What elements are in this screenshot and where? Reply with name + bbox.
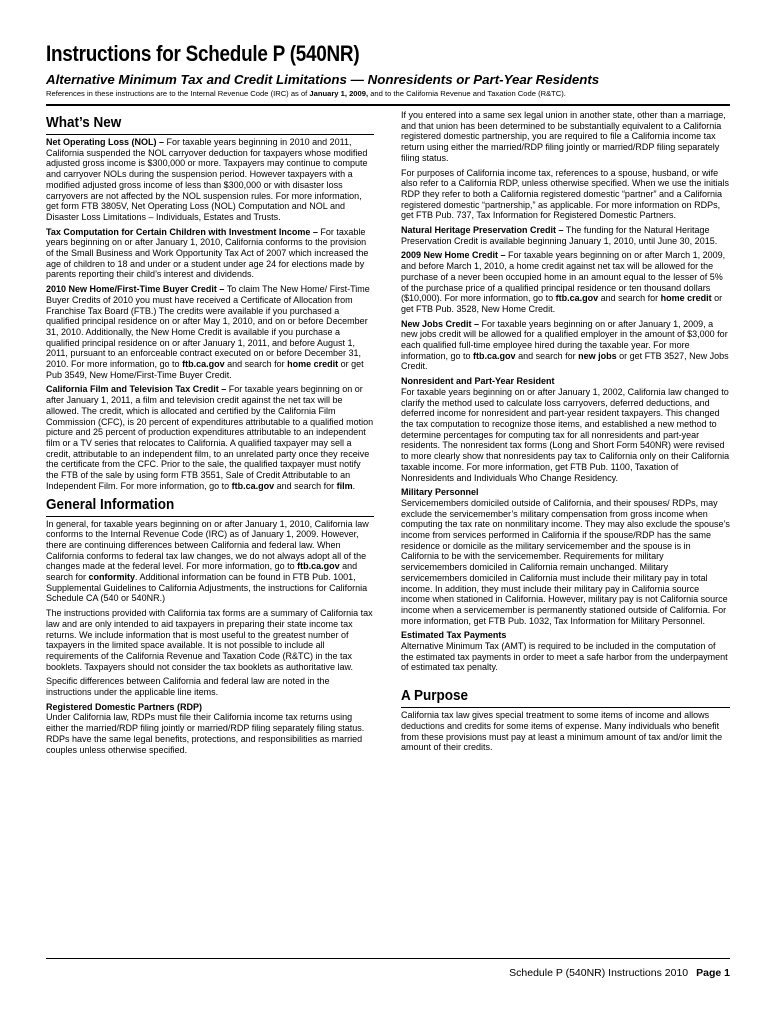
conformity-text-end: . Additional information can be found in FTB Pub. 1001, Supplemental Guidelines to California Adjustments, the instructions for California Schedule CA (540 or 540NR.) (46, 572, 368, 604)
film-credit-lead: California Film and Television Tax Credit – (46, 384, 227, 395)
children-tax-paragraph (46, 227, 374, 281)
search-keyword: new jobs (578, 350, 617, 361)
ftb-link[interactable]: ftb.ca.gov (555, 293, 599, 304)
rdp-paragraph: Under California law, RDPs must file their California income tax returns using either the married/RDP filing jointly or married/RDP filing separately filing status. RDPs have the same legal benefits, protections, and responsibilities as married couples unless otherwise specified. (46, 712, 365, 755)
home-buyer-lead: 2010 New Home/First-Time Buyer Credit – (46, 284, 225, 295)
header-rule (46, 104, 730, 106)
conformity-text-mid: and search for (46, 561, 358, 583)
heritage-credit-paragraph (401, 225, 730, 246)
purpose-heading: A Purpose (401, 687, 469, 705)
ftb-link[interactable]: ftb.ca.gov (473, 350, 516, 361)
new-jobs-credit-text-mid: and search for (515, 350, 579, 361)
new-home-credit-text-end: or get FTB Pub. 3528, New Home Credit. (401, 293, 723, 314)
new-jobs-credit-text-end: or get FTB 3527, New Jobs Credit. (401, 350, 729, 372)
document-title: Instructions for Schedule P (540NR) (46, 41, 360, 66)
new-home-credit-lead: 2009 New Home Credit – (401, 250, 506, 261)
film-credit-text-mid: and search for (274, 480, 337, 491)
home-buyer-text-end: or get Pub 3549, New Home/First-Time Buyer Credit. (46, 359, 364, 380)
search-keyword: home credit (660, 293, 712, 304)
nonresident-paragraph: For taxable years beginning on or after January 1, 2002, California law changed to clarify the method used to calculate loss carryovers, deferred deductions, and deferred income for nonresident and part-year resident taxpayers. This changed the tax computation to recognize those items, and established a new method to determine percentages for computing tax for all nonresidents and part-year residents. The nonresident tax forms (Long and Short Form 540NR) were revised to more clearly show that nonresidents pay tax to California only on their California taxable income. For more information, get FTB Pub. 1100, Taxation of Nonresidents and Individuals Who Change Residency. (401, 386, 730, 483)
military-paragraph: Servicemembers domiciled outside of California, and their spouses/ RDPs, may exclude the servicemember’s military compensation from gross income when computing the tax rate on nonmilitary income. They may also exclude the spouse’s income from services performed in California if the spouse/RDP has the same residence or domicile as the military servicemember and the spouse is in California to be with the servicemember. Requirements for military servicemembers domiciled in California remain unchanged. Military servicemembers domiciled in California must include their military pay in total income. In addition, they must include their military pay in California source income when stationed in California. However, military pay is not California source income when a servicemember is permanently stationed outside of California. For more information, get FTB Pub. 1032, Tax Information for Military Personnel. (401, 497, 730, 626)
nol-lead: Net Operating Loss (NOL) – (46, 137, 165, 147)
differences-paragraph: Specific differences between California and federal law are noted in the instructions under the applicable line items. (46, 676, 330, 698)
references-text: References in these instructions are to the Internal Revenue Code (IRC) as of (46, 89, 310, 98)
home-buyer-credit-paragraph (46, 284, 374, 380)
conformity-text: In general, for taxable years beginning on or after January 1, 2010, California law conforms to the Internal Revenue Code (IRC) as of January 1, 2009. However, there are continuing differences between California and federal law. When California conforms to federal tax law changes, we do not always adopt all of the changes made at the federal level. For more information, go to (46, 518, 369, 572)
search-keyword: film (336, 480, 353, 491)
section-rule (401, 707, 730, 708)
footer-form-name: Schedule P (540NR) Instructions 2010 (509, 967, 689, 979)
instructions-summary-paragraph: The instructions provided with California tax forms are a summary of California tax law and are only intended to aid taxpayers in preparing their state income tax returns. We include information that is most useful to the greatest number of taxpayers in the limited space available. It is not possible to include all requirements of the California Revenue and Taxation Code (R&TC) in the tax booklets. Taxpayers should not consider the tax booklets as authoritative law. (46, 608, 373, 672)
new-jobs-credit-text: For taxable years beginning on or after January 1, 2009, a new jobs credit will be allowed for a qualified employer in the amount of $3,000 for each qualified full-time employee hired during the taxable year. For more information, go to (401, 318, 728, 361)
general-information-heading: General Information (46, 495, 175, 513)
children-tax-text: For taxable years beginning on or after January 1, 2010, California conforms to the provision of the Small Business and Work Opportunity Tax Act of 2007 which increased the age of children to 18 and under or a student under age 24 for elections made by parents reporting their child’s interest and dividends. (46, 226, 369, 280)
new-jobs-credit-lead: New Jobs Credit – (401, 318, 480, 329)
references-date: January 1, 2009, (309, 89, 369, 98)
left-column (46, 110, 374, 759)
heritage-credit-text: The funding for the Natural Heritage Preservation Credit is available beginning January 1, 2010, until June 30, 2015. (401, 225, 718, 246)
references-note (46, 89, 730, 99)
document-subtitle: Alternative Minimum Tax and Credit Limitations — Nonresidents or Part-Year Residents (46, 72, 600, 87)
section-rule (46, 516, 374, 517)
same-sex-union-paragraph: If you entered into a same sex legal union in another state, other than a marriage, and that union has been determined to be substantially equivalent to a California registered domestic partnership, you are required to file a California income tax return using either the married/RDP filing jointly or married/RDP filing separately filing status. (401, 110, 726, 163)
footer-label (509, 967, 730, 979)
two-column-body (46, 110, 730, 759)
purpose-paragraph: California tax law gives special treatment to some items of income and allows deductions and credits for some items of expense. Many individuals who benefit from these provisions must pay at least a minimum amount of tax and/or limit the amount of their credits. (401, 710, 723, 753)
ftb-link[interactable]: ftb.ca.gov (231, 480, 275, 491)
film-credit-paragraph (46, 384, 374, 491)
children-tax-lead: Tax Computation for Certain Children with Investment Income – (46, 226, 318, 237)
page-footer (46, 958, 730, 979)
conformity-paragraph (46, 519, 374, 605)
nol-text: For taxable years beginning in 2010 and 2011, California suspended the NOL carryover deduction for taxpayers whose modified adjusted gross income is $300,000 or more. Taxpayers may continue to compute and carryover NOLs during the suspension period. However taxpayers with a modified adjusted gross income of less than $300,000 or with disaster loss carryovers are not affected by the NOL suspension rules. For more information, get form FTB 3805V, Net Operating Loss (NOL) Computation and NOL and Disaster Loss Limitations – Individuals, Estates and Trusts. (46, 137, 368, 222)
nonresident-subheading: Nonresident and Part-Year Resident (401, 376, 555, 387)
search-keyword: home credit (287, 359, 339, 370)
nol-paragraph (46, 137, 374, 223)
right-column (401, 110, 730, 759)
whats-new-heading: What’s New (46, 114, 122, 131)
references-text-end: and to the California Revenue and Taxation Code (R&TC). (368, 89, 566, 98)
heritage-credit-lead: Natural Heritage Preservation Credit – (401, 225, 564, 236)
new-home-credit-paragraph (401, 250, 730, 314)
rdp-subheading: Registered Domestic Partners (RDP) (46, 701, 203, 712)
ftb-link[interactable]: ftb.ca.gov (182, 359, 225, 370)
new-home-credit-text-mid: and search for (598, 293, 661, 304)
page-number: Page 1 (696, 967, 730, 979)
document-page (46, 42, 730, 759)
new-jobs-credit-paragraph (401, 319, 730, 373)
section-rule (46, 134, 374, 135)
estimated-tax-subheading: Estimated Tax Payments (401, 630, 507, 641)
ftb-link[interactable]: ftb.ca.gov (297, 561, 340, 572)
spouse-reference-paragraph: For purposes of California income tax, references to a spouse, husband, or wife also refer to a California RDP, unless otherwise specified. When we use the initials RDP they refer to both a California registered domestic “partner” and a California registered domestic “partnership,” as applicable. For more information on RDPs, get FTB Pub. 737, Tax Information for Registered Domestic Partners. (401, 167, 729, 221)
search-keyword: conformity (88, 572, 136, 583)
new-home-credit-text: For taxable years beginning on or after March 1, 2009, and before March 1, 2010, a home credit against net tax will be allowed for the purchase of a never been occupied home in an amount equal to the lesser of 5% of the purchase price of a qualified principal residence or ten thousand dollars ($10,000). For more information, go to (401, 250, 726, 304)
home-buyer-text: To claim The New Home/ First-Time Buyer Credits of 2010 you must have received a Certificate of Allocation from Franchise Tax Board (FTB.) The credits were available if you purchased a qualified principal residence on or after May 1, 2010, and on or before December 31, 2010. Additionally, the New Home Credit is available if you purchase a qualified principal residence on or after January 1, 2011, and before August 1, 2011, pursuant to an enforceable contract executed on or before December 31, 2010. For more information, go to (46, 284, 370, 370)
estimated-tax-paragraph: Alternative Minimum Tax (AMT) is required to be included in the computation of the estimated tax payments in order to meet a safe harbor from the underpayment of estimated tax penalty. (401, 641, 728, 673)
film-credit-text-end: . (352, 480, 356, 491)
home-buyer-text-mid: and search for (224, 359, 288, 370)
film-credit-text: For taxable years beginning on or after January 1, 2011, a film and television credit against the net tax will be allowed. The credit, which is allocated and certified by the California Film Commission (CFC), is 20 percent of expenditures attributable to a qualified motion picture and 25 percent of production expenditures attributable to an independent film or a TV series that relocates to California. A qualified taxpayer may sell a credit, attributable to an independent film, to an unrelated party once they receive the certificate from the CFC. Prior to the sale, the qualified taxpayer must notify the FTB of the sale by using form FTB 3551, Sale of Credit Attributable to an Independent Film. For more information, go to (46, 384, 374, 491)
military-subheading: Military Personnel (401, 487, 479, 498)
